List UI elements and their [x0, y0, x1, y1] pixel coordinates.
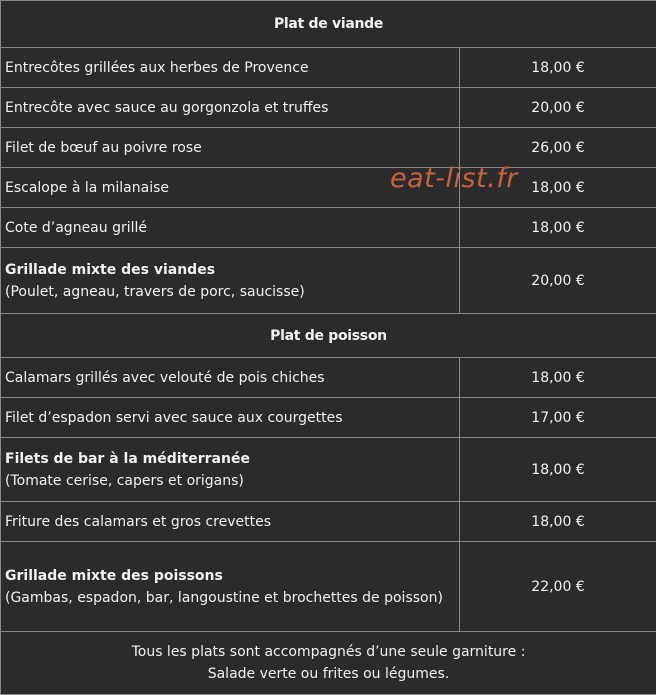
dish-name: Escalope à la milanaise	[1, 168, 460, 208]
dish-cell	[1, 438, 460, 502]
dish-price: 18,00 €	[460, 168, 656, 208]
dish-detail: (Poulet, agneau, travers de porc, saucisse)	[5, 281, 455, 303]
dish-price: 18,00 €	[460, 358, 656, 398]
dish-price: 18,00 €	[460, 502, 656, 542]
menu-row	[1, 542, 656, 632]
dish-name: Grillade mixte des poissons	[5, 565, 455, 587]
dish-price: 20,00 €	[460, 88, 656, 128]
dish-price: 26,00 €	[460, 128, 656, 168]
footer-row	[1, 632, 656, 695]
menu-row	[1, 168, 656, 208]
garnish-note-line1: Tous les plats sont accompagnés d’une seule garniture :	[5, 641, 652, 663]
dish-name: Entrecôte avec sauce au gorgonzola et truffes	[1, 88, 460, 128]
dish-price: 17,00 €	[460, 398, 656, 438]
menu-row	[1, 248, 656, 314]
garnish-note-line2: Salade verte ou frites ou légumes.	[5, 663, 652, 685]
section-header-row	[1, 1, 656, 48]
dish-detail: (Gambas, espadon, bar, langoustine et brochettes de poisson)	[5, 587, 455, 609]
garnish-note	[1, 632, 656, 695]
dish-name: Entrecôtes grillées aux herbes de Provence	[1, 48, 460, 88]
dish-name: Cote d’agneau grillé	[1, 208, 460, 248]
menu-row	[1, 208, 656, 248]
section-header-row	[1, 314, 656, 358]
dish-price: 18,00 €	[460, 438, 656, 502]
dish-cell	[1, 542, 460, 632]
dish-price: 18,00 €	[460, 48, 656, 88]
dish-price: 20,00 €	[460, 248, 656, 314]
dish-price: 18,00 €	[460, 208, 656, 248]
section-title-meat: Plat de viande	[1, 1, 656, 48]
dish-name: Filet de bœuf au poivre rose	[1, 128, 460, 168]
menu-row	[1, 88, 656, 128]
menu-row	[1, 48, 656, 88]
dish-cell	[1, 248, 460, 314]
dish-name: Friture des calamars et gros crevettes	[1, 502, 460, 542]
menu-row	[1, 502, 656, 542]
dish-detail: (Tomate cerise, capers et origans)	[5, 470, 455, 492]
section-title-fish: Plat de poisson	[1, 314, 656, 358]
menu-row	[1, 398, 656, 438]
menu-row	[1, 438, 656, 502]
menu-row	[1, 128, 656, 168]
dish-name: Calamars grillés avec velouté de pois chiches	[1, 358, 460, 398]
dish-name: Grillade mixte des viandes	[5, 259, 455, 281]
dish-price: 22,00 €	[460, 542, 656, 632]
watermark-logo: eat-list.fr	[390, 163, 518, 194]
dish-name: Filets de bar à la méditerranée	[5, 448, 455, 470]
menu-row	[1, 358, 656, 398]
dish-name: Filet d’espadon servi avec sauce aux courgettes	[1, 398, 460, 438]
